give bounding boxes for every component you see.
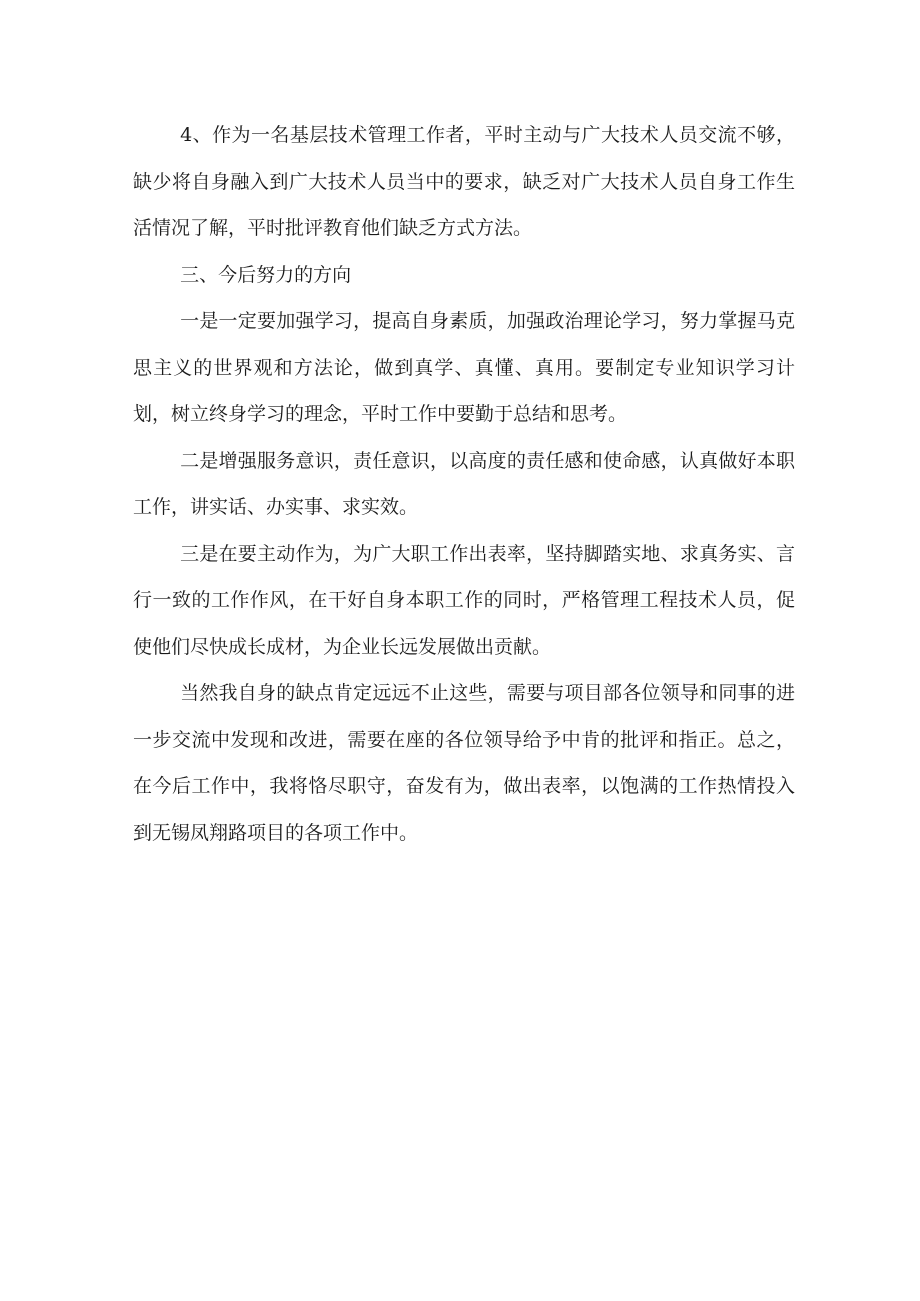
document-body: [133, 112, 795, 856]
paragraph-conclusion: 当然我自身的缺点肯定远远不止这些，需要与项目部各位领导和同事的进一步交流中发现和改进，需要在座的各位领导给予中肯的批评和指正。总之，在今后工作中，我将恪尽职守，奋发有为，做出表率，以饱满的工作热情投入到无锡凤翔路项目的各项工作中。: [133, 682, 795, 844]
section-heading-future-direction: 三、今后努力的方向: [180, 263, 352, 286]
paragraph-item-4: 4、作为一名基层技术管理工作者，平时主动与广大技术人员交流不够，缺少将自身融入到广大技术人员当中的要求，缺乏对广大技术人员自身工作生活情况了解，平时批评教育他们缺乏方式方法。: [133, 124, 795, 239]
paragraph-service-awareness: 二是增强服务意识，责任意识，以高度的责任感和使命感，认真做好本职工作，讲实话、办实事、求实效。: [133, 449, 795, 518]
paragraph-strengthen-learning: 一是一定要加强学习，提高自身素质，加强政治理论学习，努力掌握马克思主义的世界观和方法论，做到真学、真懂、真用。要制定专业知识学习计划，树立终身学习的理念，平时工作中要勤于总结和思考。: [133, 310, 795, 425]
paragraph-take-initiative: 三是在要主动作为，为广大职工作出表率，坚持脚踏实地、求真务实、言行一致的工作作风，在干好自身本职工作的同时，严格管理工程技术人员，促使他们尽快成长成材，为企业长远发展做出贡献。: [133, 542, 795, 658]
